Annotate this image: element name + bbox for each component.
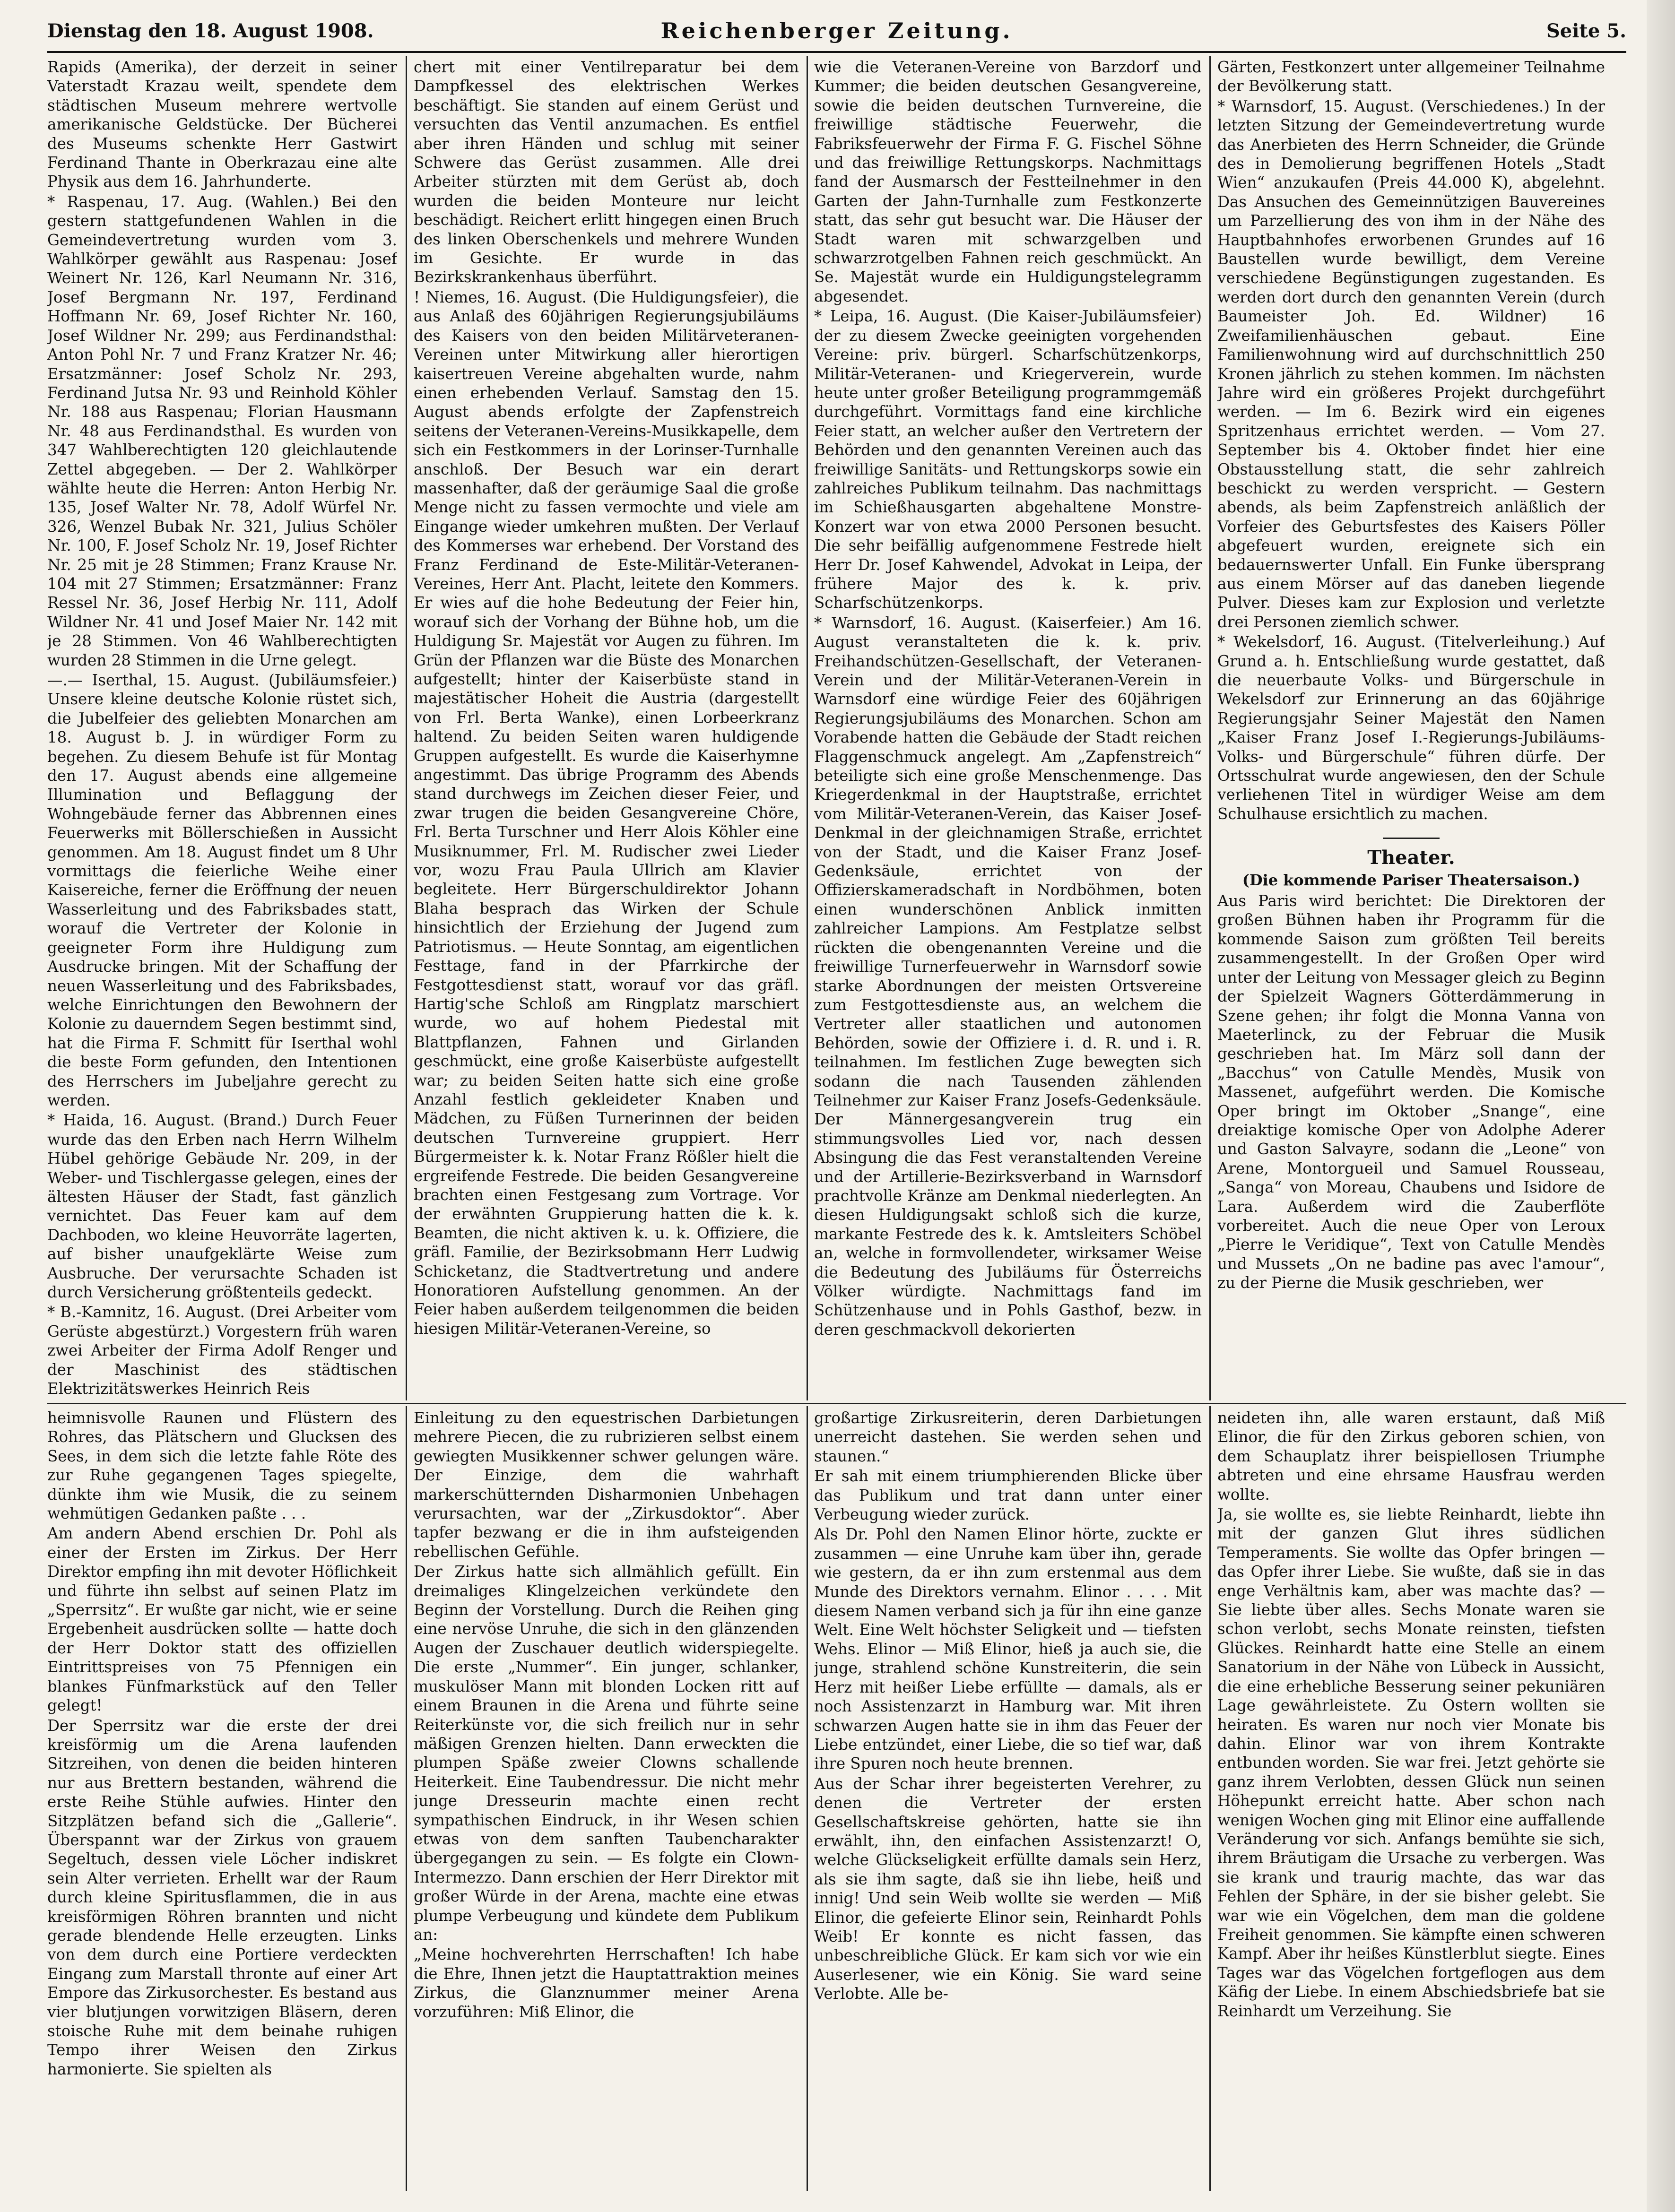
column-divider <box>406 56 407 1400</box>
section-subheading: (Die kommende Pariser Theatersaison.) <box>1242 871 1580 889</box>
column-2 <box>414 58 799 1398</box>
feuilleton-rule <box>47 1403 1626 1404</box>
story-paragraph: neideten ihn, alle waren erstaunt, daß Miß Elinor, die für den Zirkus geboren schien, von dem Schauplatz ihrer beispiellosen Triumphe abtreten und eine ehrsame Hausfrau werden wollte. <box>1217 1409 1605 1503</box>
article-niemes: ! Niemes, 16. August. (Die Huldigungsfeier), die aus Anlaß des 60jährigen Regierungsjubiläums des Kaisers von den beiden Militärveteranen-Vereinen unter Mitwirkung aller hierortigen kaisertreuen Vereine abgehalten wurde, nahm einen erhebenden Verlauf. Samstag den 15. August abends erfolgte der Zapfenstreich seitens der Veteranen-Vereins-Musikkapelle, dem sich ein Festkommers in der Lorinser-Turnhalle anschloß. Der Besuch war ein derart massenhafter, daß der geräumige Saal die große Menge nicht zu fassen vermochte und viele am Eingange wieder umkehren mußten. Der Verlauf des Kommerses war erhebend. Der Vorstand des Franz Ferdinand de Este-Militär-Veteranen-Vereines, Herr Ant. Placht, leitete den Kommers. Er wies auf die hohe Bedeutung der Feier hin, worauf sich der Vorhang der Bühne hob, um die Huldigung Sr. Majestät vor Augen zu führen. Im Grün der Pflanzen war die Büste des Monarchen aufgestellt; hinter der Kaiserbüste stand in majestätischer Hoheit die Austria (dargestellt von Frl. Berta Wanke), einen Lorbeerkranz haltend. Zu beiden Seiten waren huldigende Gruppen aufgestellt. Es wurde die Kaiserhymne angestimmt. Das übrige Programm des Abends stand durchwegs im Zeichen dieser Feier, und zwar trugen die beiden Gesangvereine Chöre, Frl. Berta Turschner und Herr Alois Köhler eine Musiknummer, Frl. M. Rudischer zwei Lieder vor, wozu Frau Paula Ullrich am Klavier begleitete. Herr Bürgerschuldirektor Johann Blaha besprach das Wirken der Schule hinsichtlich der Erziehung der Jugend zum Patriotismus. — Heute Sonntag, am eigentlichen Festtage, fand in der Pfarrkirche der Festgottesdienst statt, worauf vor das gräfl. Hartig'sche Schloß am Ringplatz marschiert wurde, wo auf hohem Piedestal mit Blattpflanzen, Fahnen und Girlanden geschmückt, eine große Kaiserbüste aufgestellt war; zu beiden Seiten hatte sich eine große Anzahl festlich gekleideter Knaben und Mädchen, zu Füßen Turnerinnen der beiden deutschen Turnvereine gruppiert. Herr Bürgermeister k. k. Notar Franz Rößler hielt die ergreifende Festrede. Die beiden Gesangvereine brachten einen Festgesang zum Vortrage. Vor der erwähnten Gruppierung hatten die k. k. Beamten, die nicht aktiven k. u. k. Offiziere, die gräfl. Familie, der Bezirksobmann Herr Ludwig Schicketanz, die Stadtvertretung und andere Honoratioren Aufstellung genommen. An der Feier haben außerdem teilgenommen die beiden hiesigen Militär-Veteranen-Vereine, so <box>414 288 799 1338</box>
feuilleton-column-4 <box>1217 1408 1605 2188</box>
column-4 <box>1217 58 1605 1398</box>
story-paragraph: Der Sperrsitz war die erste der drei kreisförmig um die Arena laufenden Sitzreihen, von denen die beiden hinteren nur aus Brettern bestanden, während die erste Reihe Stühle aufwies. Hinter den Sitzplätzen befand sich die „Gallerie“. Überspannt war der Zirkus von grauem Segeltuch, dessen viele Löcher indiskret sein Alter verrieten. Erhellt war der Raum durch kleine Spiritusflammen, die in aus kreisförmigen Röhren brannten und nicht gerade blendende Helle erzeugten. Links von dem durch eine Portiere verdeckten Eingang zum Marstall thronte auf einer Art Empore das Zirkusorchester. Es bestand aus vier blutjungen vorwitzigen Bläsern, deren stoische Ruhe mit dem beinahe ruhigen Tempo ihrer Weisen den Zirkus harmonierte. Sie spielten als <box>47 1716 397 2078</box>
article-warnsdorf-verschiedenes: * Warnsdorf, 15. August. (Verschiedenes.) In der letzten Sitzung der Gemeindevertretung wurde das Anerbieten des Herrn Schneider, die Gründe des in Demolierung begriffenen Hotels „Stadt Wien“ anzukaufen (Preis 44.000 K), abgelehnt. Das Ansuchen des Gemeinnützigen Bauvereines um Parzellierung des von ihm in der Nähe des Hauptbahnhofes erworbenen Grundes auf 16 Baustellen wurde bewilligt, dem Vereine verschiedene Begünstigungen zugestanden. Es werden dort durch den genannten Verein (durch Baumeister Joh. Ed. Wildner) 16 Zweifamilienhäuschen gebaut. Eine Familienwohnung wird auf durchschnittlich 250 Kronen jährlich zu stehen kommen. Im nächsten Jahre wird ein größeres Projekt durchgeführt werden. — Im 6. Bezirk wird ein eigenes Spritzenhaus errichtet werden. — Vom 27. September bis 4. Oktober findet hier eine Obstausstellung statt, die sehr zahlreich beschickt zu werden verspricht. — Gestern abends, als beim Zapfenstreich anläßlich der Vorfeier des Geburtsfestes des Kaisers Pöller abgefeuert wurden, ereignete sich ein bedauernswerter Unfall. Ein Funke übersprang aus einem Mörser auf das daneben liegende Pulver. Dieses kam zur Explosion und verletzte drei Personen ziemlich schwer. <box>1217 97 1605 631</box>
masthead: Reichenberger Zeitung. <box>660 18 1013 43</box>
feuilleton-column-3 <box>814 1408 1202 2188</box>
article-paragraph: Gärten, Festkonzert unter allgemeiner Teilnahme der Bevölkerung statt. <box>1217 58 1605 95</box>
page-header <box>47 9 1626 52</box>
article-paragraph: Rapids (Amerika), der derzeit in seiner Vaterstadt Krazau weilt, spendete dem städtischen Museum mehrere wertvolle amerikanische Geldstücke. Der Bücherei des Museums schenkte Herr Gastwirt Ferdinand Thante in Oberkrazau eine alte Physik aus dem 16. Jahrhunderte. <box>47 58 397 191</box>
story-paragraph: Er sah mit einem triumphierenden Blicke über das Publikum und trat dann unter einer Verbeugung wieder zurück. <box>814 1467 1202 1524</box>
article-haida: * Haida, 16. August. (Brand.) Durch Feuer wurde das den Erben nach Herrn Wilhelm Hübel gehörige Gebäude Nr. 209, in der Weber- und Tischlergasse gelegen, eines der ältesten Häuser der Stadt, fast gänzlich vernichtet. Das Feuer kam auf dem Dachboden, wo kleine Heuvorräte lagerten, auf bisher unaufgeklärte Weise zum Ausbruche. Der verursachte Schaden ist durch Versicherung größtenteils gedeckt. <box>47 1111 397 1301</box>
article-iserthal: —.— Iserthal, 15. August. (Jubiläumsfeier.) Unsere kleine deutsche Kolonie rüstet sich, die Jubelfeier des geliebten Monarchen am 18. August b. J. in würdiger Form zu begehen. Zu diesem Behufe ist für Montag den 17. August abends eine allgemeine Illumination und Beflaggung der Wohngebäude ferner das Abbrennen eines Feuerwerks mit Böllerschießen in Aussicht genommen. Am 18. August findet um 8 Uhr vormittags die feierliche Weihe einer Kaisereiche, ferner die Eröffnung der neuen Wasserleitung und des Fabriksbades statt, worauf die Vertreter der Kolonie in geeigneter Form ihre Huldigung zum Ausdrucke bringen. Mit der Schaffung der neuen Wasserleitung und des Fabriksbades, welche Einrichtungen den Bewohnern der Kolonie zu dauerndem Segen bestimmt sind, hat die Firma F. Schmitt für Iserthal wohl die beste Form gefunden, den Intentionen des Herrschers im Jubeljahre gerecht zu werden. <box>47 671 397 1109</box>
article-warnsdorf-kaiserfeier: * Warnsdorf, 16. August. (Kaiserfeier.) Am 16. August veranstalteten die k. k. priv. Freihandschützen-Gesellschaft, der Veteranen-Verein und der Militär-Veteranen-Verein in Warnsdorf eine würdige Feier des 60jährigen Regierungsjubiläums des Monarchen. Schon am Vorabende hatten die Gebäude der Stadt reichen Flaggenschmuck angelegt. Am „Zapfenstreich“ beteiligte sich eine große Menschenmenge. Das Kriegerdenkmal in der Hauptstraße, errichtet vom Militär-Veteranen-Verein, das Kaiser Josef-Denkmal in der gleichnamigen Straße, errichtet von der Stadt, und die Kaiser Franz Josef-Gedenksäule, errichtet von der Offizierskameradschaft in Nordböhmen, boten einen wunderschönen Anblick inmitten zahlreicher Lampions. Am Festplatze selbst rückten die obengenannten Vereine und die freiwillige Turnerfeuerwehr in Warnsdorf sowie starke Abordnungen der meisten Ortsvereine zum Festgottesdienste aus, an welchem die Vertreter aller staatlichen und autonomen Behörden, sowie der Offiziere i. d. R. und i. R. teilnahmen. Im festlichen Zuge bewegten sich sodann die nach Tausenden zählenden Teilnehmer zur Kaiser Franz Josefs-Gedenksäule. Der Männergesangverein trug ein stimmungsvolles Lied vor, nach dessen Absingung die das Fest veranstaltenden Vereine und der Artillerie-Bezirksverband in Warnsdorf prachtvolle Kränze am Denkmal niederlegten. An diesen Huldigungsakt schloß sich die kurze, markante Festrede des k. k. Amtsleiters Schöbel an, welche in formvollendeter, wirksamer Weise die Bedeutung des Jubiläums für Österreichs Völker würdigte. Nachmittags fand im Schützenhause und in Pohls Gasthof, bezw. in deren geschmackvoll dekorierten <box>814 613 1202 1339</box>
column-divider <box>807 56 808 1400</box>
column-divider <box>406 1406 407 2191</box>
story-paragraph: „Meine hochverehrten Herrschaften! Ich habe die Ehre, Ihnen jetzt die Hauptattraktion meines Zirkus, die Glanznummer meiner Arena vorzuführen: Miß Elinor, die <box>414 1945 799 2021</box>
column-divider <box>1209 1406 1211 2191</box>
story-paragraph: Ja, sie wollte es, sie liebte Reinhardt, liebte ihn mit der ganzen Glut ihres südlichen Temperaments. Sie wollte das Opfer bringen — das Opfer ihrer Liebe. Sie wußte, daß sie in das enge Verhältnis kam, aber was machte das? — Sie liebte über alles. Sechs Monate waren sie schon verlobt, sechs Monate reinsten, tiefsten Glückes. Reinhardt hatte eine Stelle an einem Sanatorium in der Nähe von Lübeck in Aussicht, die eine erhebliche Besserung seiner pekuniären Lage gewährleistete. Zu Ostern wollten sie heiraten. Es waren nur noch vier Monate bis dahin. Elinor war von ihrem Kontrakte entbunden worden. Sie war frei. Jetzt gehörte sie ganz ihrem Verlobten, dessen Glück nun seinen Höhepunkt erreicht hatte. Aber schon nach wenigen Wochen ging mit Elinor eine auffallende Veränderung vor sich. Anfangs bemühte sie sich, ihrem Bräutigam die Ursache zu verbergen. Was sie krank und traurig machte, das war das Fehlen der Sphäre, in der sie bisher gelebt. Sie war wie ein Vögelchen, dem man die goldene Freiheit genommen. Sie kämpfte einen schweren Kampf. Aber ihr heißes Künstlerblut siegte. Eines Tages war das Vögelchen fortgeflogen aus dem Käfig der Liebe. In einem Abschiedsbriefe bat sie Reinhardt um Verzeihung. Sie <box>1217 1505 1605 2020</box>
article-leipa: * Leipa, 16. August. (Die Kaiser-Jubiläumsfeier) der zu diesem Zwecke geeinigten vorgehenden Vereine: priv. bürgerl. Scharfschützenkorps, Militär-Veteranen- und Kriegerverein, wurde heute unter großer Beteiligung programmgemäß durchgeführt. Vormittags fand eine kirchliche Feier statt, an welcher außer den Vertretern der Behörden und den genannten Vereinen auch das freiwillige Sanitäts- und Rettungskorps sowie ein zahlreiches Publikum teilnahm. Das nachmittags im Schießhausgarten abgehaltene Monstre-Konzert war von etwa 2000 Personen besucht. Die sehr beifällig aufgenommene Festrede hielt Herr Dr. Josef Kahwendel, Advokat in Leipa, der frühere Major des k. k. priv. Scharfschützenkorps. <box>814 307 1202 612</box>
story-paragraph: Als Dr. Pohl den Namen Elinor hörte, zuckte er zusammen — eine Unruhe kam über ihn, gerade wie gestern, da er ihn zum erstenmal aus dem Munde des Direktors vernahm. Elinor . . . . Mit diesem Namen verband sich ja für ihn eine ganze Welt. Eine Welt höchster Seligkeit und — tiefsten Wehs. Elinor — Miß Elinor, hieß ja auch sie, die junge, strahlend schöne Kunstreiterin, die sein Herz mit heißer Liebe erfüllte — damals, als er noch Assistenzarzt in Hamburg war. Mit ihren schwarzen Augen hatte sie in ihm das Feuer der Liebe entzündet, einer Liebe, die so tief war, daß ihre Spuren noch heute brennen. <box>814 1525 1202 1773</box>
article-wekelsdorf: * Wekelsdorf, 16. August. (Titelverleihung.) Auf Grund a. h. Entschließung wurde gestattet, daß die neuerbaute Volks- und Bürgerschule in Wekelsdorf zur Erinnerung an das 60jährige Regierungsjahr Seiner Majestät den Namen „Kaiser Franz Josef I.-Regierungs-Jubiläums-Volks- und Bürgerschule“ führen dürfe. Der Ortsschulrat wurde angewiesen, den der Schule verliehenen Titel in würdiger Weise am dem Schulhause ersichtlich zu machen. <box>1217 633 1605 823</box>
article-theater: Aus Paris wird berichtet: Die Direktoren der großen Bühnen haben ihr Programm für die kommende Saison zum größten Teil bereits zusammengestellt. In der Großen Oper wird unter der Leitung von Messager gleich zu Beginn der Spielzeit Wagners Götterdämmerung in Szene gehen; ihr folgt die Monna Vanna von Maeterlinck, zu der Februar die Musik geschrieben hat. Im März soll dann der „Bacchus“ von Catulle Mendès, Musik von Massenet, aufgeführt werden. Die Komische Oper bringt im Oktober „Snange“, eine dreiaktige komische Oper von Adolphe Aderer und Gaston Salvayre, sodann die „Leone“ von Arene, Montorgueil und Samuel Rousseau, „Sanga“ von Moreau, Chaubens und Isidore de Lara. Außerdem wird die Zauberflöte vorbereitet. Auch die neue Oper von Leroux „Pierre le Veridique“, Text von Catulle Mendès und Mussets „On ne badine pas avec l'amour“, zu der Pierne die Musik geschrieben, wer <box>1217 892 1605 1292</box>
column-3 <box>814 58 1202 1398</box>
page-number: Seite 5. <box>1546 20 1626 42</box>
article-b-kamnitz: * B.-Kamnitz, 16. August. (Drei Arbeiter vom Gerüste abgestürzt.) Vorgestern früh waren zwei Arbeiter der Firma Adolf Renger und der Maschinist des städtischen Elektrizitätswerkes Heinrich Reis <box>47 1303 397 1398</box>
story-paragraph: Der Zirkus hatte sich allmählich gefüllt. Ein dreimaliges Klingelzeichen verkündete den Beginn der Vorstellung. Durch die Reihen ging eine nervöse Unruhe, die sich in den glänzenden Augen der Zuschauer deutlich widerspiegelte. Die erste „Nummer“. Ein junger, schlanker, muskulöser Mann mit blonden Locken ritt auf einem Braunen in die Arena und führte seine Reiterkünste vor, die sich freilich nur in sehr mäßigen Grenzen hielten. Dann erweckten die plumpen Späße zweier Clowns schallende Heiterkeit. Eine Taubendressur. Die nicht mehr junge Dresseurin machte einen recht sympathischen Eindruck, in ihr Wesen schien etwas von dem sanften Taubencharakter übergegangen zu sein. — Es folgte ein Clown-Intermezzo. Dann erschien der Herr Direktor mit großer Würde in der Arena, machte eine etwas plumpe Verbeugung und kündete dem Publikum an: <box>414 1563 799 1944</box>
article-raspenau: * Raspenau, 17. Aug. (Wahlen.) Bei den gestern stattgefundenen Wahlen in die Gemeindevertretung wurden vom 3. Wahlkörper gewählt aus Raspenau: Josef Weinert Nr. 126, Karl Neumann Nr. 316, Josef Bergmann Nr. 197, Ferdinand Hoffmann Nr. 69, Josef Richter Nr. 160, Josef Wildner Nr. 299; aus Ferdinandsthal: Anton Pohl Nr. 7 und Franz Kratzer Nr. 46; Ersatzmänner: Josef Scholz Nr. 293, Ferdinand Jutsa Nr. 93 und Reinhold Köhler Nr. 188 aus Raspenau; Florian Hausmann Nr. 48 aus Ferdinandsthal. Es wurden von 347 Wahlberechtigten 120 gleichlautende Zettel abgegeben. — Der 2. Wahlkörper wählte heute die Herren: Anton Herbig Nr. 135, Josef Walter Nr. 78, Adolf Würfel Nr. 326, Wenzel Bubak Nr. 321, Julius Schöler Nr. 100, F. Josef Scholz Nr. 19, Josef Richter Nr. 25 mit je 28 Stimmen; Franz Krause Nr. 104 mit 27 Stimmen; Ersatzmänner: Franz Ressel Nr. 36, Josef Herbig Nr. 111, Adolf Wildner Nr. 41 und Josef Maier Nr. 142 mit je 28 Stimmen. Von 46 Wahlberechtigten wurden 28 Stimmen in die Urne gelegt. <box>47 192 397 669</box>
section-heading-theater: Theater. <box>1367 847 1455 869</box>
article-paragraph: wie die Veteranen-Vereine von Barzdorf und Kummer; die beiden deutschen Gesangvereine, sowie die beiden deutschen Turnvereine, die freiwillige städtische Feuerwehr, die Fabriksfeuerwehr der Firma F. G. Fischel Söhne und das freiwillige Rettungskorps. Nachmittags fand der Ausmarsch der Festteilnehmer in den Garten der Jahn-Turnhalle zum Festkonzerte statt, das sehr gut besucht war. Die Häuser der Stadt waren mit schwarzgelben und schwarzrotgelben Fahnen reich geschmückt. An Se. Majestät wurde ein Huldigungstelegramm abgesendet. <box>814 58 1202 305</box>
story-paragraph: heimnisvolle Raunen und Flüstern des Rohres, das Plätschern und Glucksen des Sees, in dem sich die letzte fahle Röte des zur Ruhe gegangenen Tages spiegelte, dünkte ihm wie Musik, die zu seinem wehmütigen Gedanken paßte . . . <box>47 1409 397 1523</box>
article-paragraph: chert mit einer Ventilreparatur bei dem Dampfkessel des elektrischen Werkes beschäftigt. Sie standen auf einem Gerüst und versuchten das Ventil anzumachen. Es entfiel aber ihren Händen und schlug mit seiner Schwere das Gerüst zusammen. Alle drei Arbeiter stürzten mit dem Gerüst ab, doch wurden die beiden Monteure nur leicht beschädigt. Reichert erlitt hingegen einen Bruch des linken Oberschenkels und mehrere Wunden im Gesichte. Er wurde in das Bezirkskrankenhaus überführt. <box>414 58 799 286</box>
column-divider <box>807 1406 808 2191</box>
story-paragraph: großartige Zirkusreiterin, deren Darbietungen unerreicht dastehen. Sie werden sehen und staunen.“ <box>814 1409 1202 1465</box>
page-edge-shadow <box>1647 0 1675 2212</box>
section-divider <box>1383 838 1440 839</box>
header-rule <box>47 51 1626 53</box>
story-paragraph: Am andern Abend erschien Dr. Pohl als einer der Ersten im Zirkus. Der Herr Direktor empfing ihn mit devoter Höflichkeit und führte ihn selbst auf seinen Platz im „Sperrsitz“. Er wußte gar nicht, wie er seine Ergebenheit ausdrücken sollte — hatte doch der Herr Doktor statt des offiziellen Eintrittspreises von 75 Pfennigen ein blankes Fünfmarkstück auf den Teller gelegt! <box>47 1524 397 1715</box>
column-divider <box>1209 56 1211 1400</box>
header-date: Dienstag den 18. August 1908. <box>47 20 374 42</box>
feuilleton-column-2 <box>414 1408 799 2188</box>
column-1 <box>47 58 397 1398</box>
story-paragraph: Aus der Schar ihrer begeisterten Verehrer, zu denen die Vertreter der ersten Gesellschaftskreise gehörten, hatte sie ihn erwählt, ihn, den einfachen Assistenzarzt! O, welche Glückseligkeit erfüllte damals sein Herz, als sie ihm sagte, daß sie ihn liebe, heiß und innig! Und sein Weib wollte sie werden — Miß Elinor, die gefeierte Elinor sein, Reinhardt Pohls Weib! Er konnte es nicht fassen, das unbeschreibliche Glück. Er kam sich vor wie ein Auserlesener, wie ein König. Sie ward seine Verlobte. Alle be- <box>814 1774 1202 2003</box>
feuilleton-column-1 <box>47 1408 397 2188</box>
story-paragraph: Einleitung zu den equestrischen Darbietungen mehrere Piecen, die zu rubrizieren selbst einem gewiegten Musikkenner schwer gelungen wäre. Der Einzige, dem die wahrhaft markerschütternden Disharmonien Unbehagen verursachten, war der „Zirkusdoktor“. Aber tapfer bezwang er die in ihm aufsteigenden rebellischen Gefühle. <box>414 1409 799 1561</box>
